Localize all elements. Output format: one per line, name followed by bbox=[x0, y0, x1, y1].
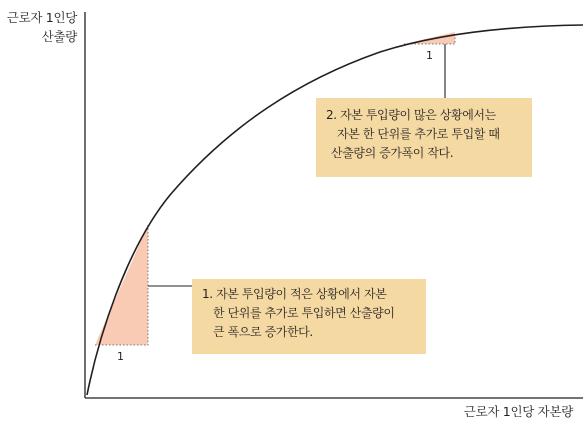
y-axis-label-line-1: 근로자 1인당 bbox=[6, 10, 77, 25]
callout-high-line-1: 2. 자본 투입량이 많은 상황에서는 bbox=[326, 108, 496, 122]
y-axis-label-line-2: 산출량 bbox=[41, 29, 77, 44]
callout-high-line-3: 산출량의 증가폭이 작다. bbox=[331, 146, 454, 160]
callout-low-line-1: 1. 자본 투입량이 적은 상황에서 자본 bbox=[202, 287, 387, 301]
callout-low-line-2: 한 단위를 추가로 투입하면 산출량이 bbox=[213, 306, 395, 320]
callout-low-capital bbox=[192, 279, 426, 354]
callout-low-line-3: 큰 폭으로 증가한다. bbox=[213, 325, 313, 339]
x-axis-label: 근로자 1인당 자본량 bbox=[463, 404, 573, 419]
callout-high-line-2: 자본 한 단위를 추가로 투입할 때 bbox=[337, 127, 500, 141]
low-capital-triangle bbox=[95, 225, 148, 345]
step-label-low: 1 bbox=[117, 350, 124, 363]
step-label-high: 1 bbox=[426, 49, 433, 62]
high-capital-triangle bbox=[404, 32, 455, 44]
callout-high-capital bbox=[316, 98, 532, 177]
